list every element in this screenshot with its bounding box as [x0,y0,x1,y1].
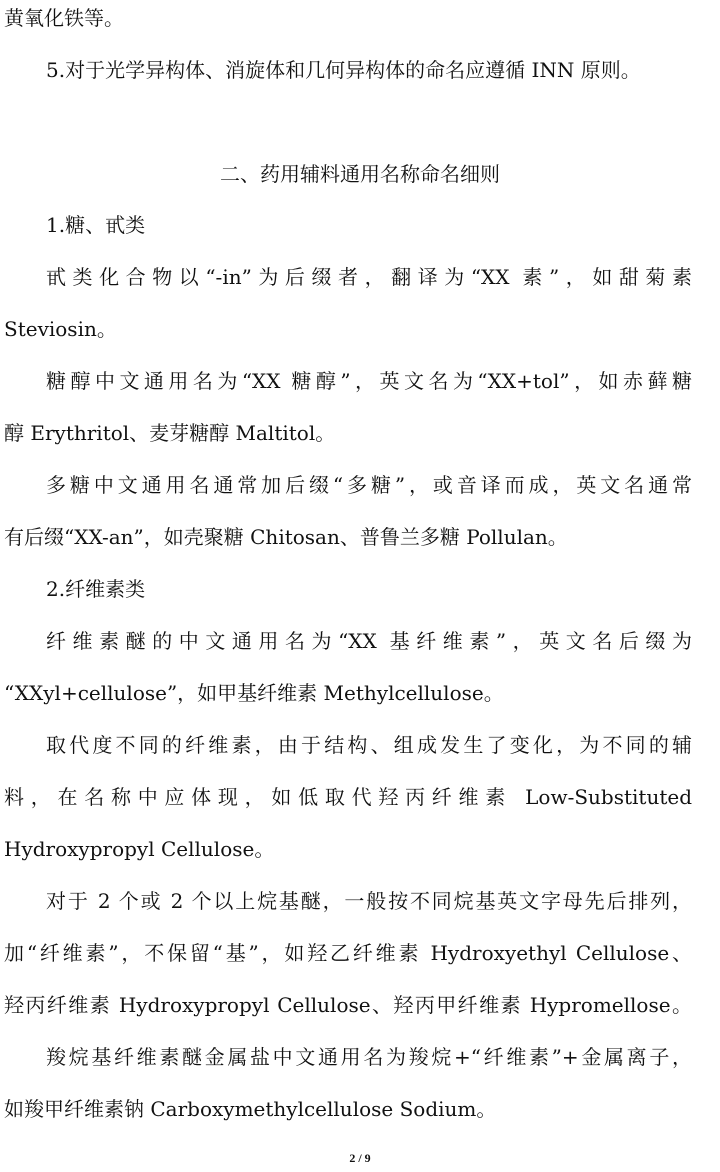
text-line-substitution-1: 取代度不同的纤维素，由于结构、组成发生了变化，为不同的辅 [46,733,692,757]
text-line-carboxyalkyl-2: 如羧甲纤维素钠 Carboxymethylcellulose Sodium。 [4,1097,497,1121]
section-heading: 二、药用辅料通用名称命名细则 [220,162,500,186]
text-line-cellulose-ether-2: “XXyl+cellulose”，如甲基纤维素 Methylcellulose。 [4,681,504,705]
text-line-polysaccharide-2: 有后缀“XX-an”，如壳聚糖 Chitosan、普鲁兰多糖 Pollulan。 [4,525,568,549]
text-line-polysaccharide-1: 多糖中文通用名通常加后缀“多糖”，或音译而成，英文名通常 [46,473,692,497]
text-line-1: 黄氧化铁等。 [4,6,124,30]
subsection-cellulose: 2.纤维素类 [46,577,146,601]
paragraph-inn-rule: 5.对于光学异构体、消旋体和几何异构体的命名应遵循 INN 原则。 [46,58,641,82]
subsection-sugar-glycoside: 1.糖、甙类 [46,213,146,237]
text-line-alkyl-ether-2: 加“纤维素”，不保留“基”，如羟乙纤维素 Hydroxyethyl Cellulose、 [4,941,692,965]
text-line-glycoside-1: 甙类化合物以“-in”为后缀者，翻译为“XX 素”，如甜菊素 [46,265,692,289]
text-line-cellulose-ether-1: 纤维素醚的中文通用名为“XX 基纤维素”，英文名后缀为 [46,629,692,653]
text-line-carboxyalkyl-1: 羧烷基纤维素醚金属盐中文通用名为羧烷+“纤维素”+金属离子， [46,1045,692,1069]
text-line-glycoside-2: Steviosin。 [4,317,117,341]
text-line-alkyl-ether-3: 羟丙纤维素 Hydroxypropyl Cellulose、羟丙甲纤维素 Hypromellose。 [4,993,692,1017]
text-line-sugar-alcohol-2: 醇 Erythritol、麦芽糖醇 Maltitol。 [4,421,336,445]
text-line-substitution-2: 料，在名称中应体现，如低取代羟丙纤维素 Low-Substituted [4,785,692,809]
text-line-sugar-alcohol-1: 糖醇中文通用名为“XX 糖醇”，英文名为“XX+tol”，如赤藓糖 [46,369,692,393]
text-line-alkyl-ether-1: 对于 2 个或 2 个以上烷基醚，一般按不同烷基英文字母先后排列， [46,889,692,913]
page-number: 2 / 9 [349,1151,371,1165]
text-line-substitution-3: Hydroxypropyl Cellulose。 [4,837,275,861]
